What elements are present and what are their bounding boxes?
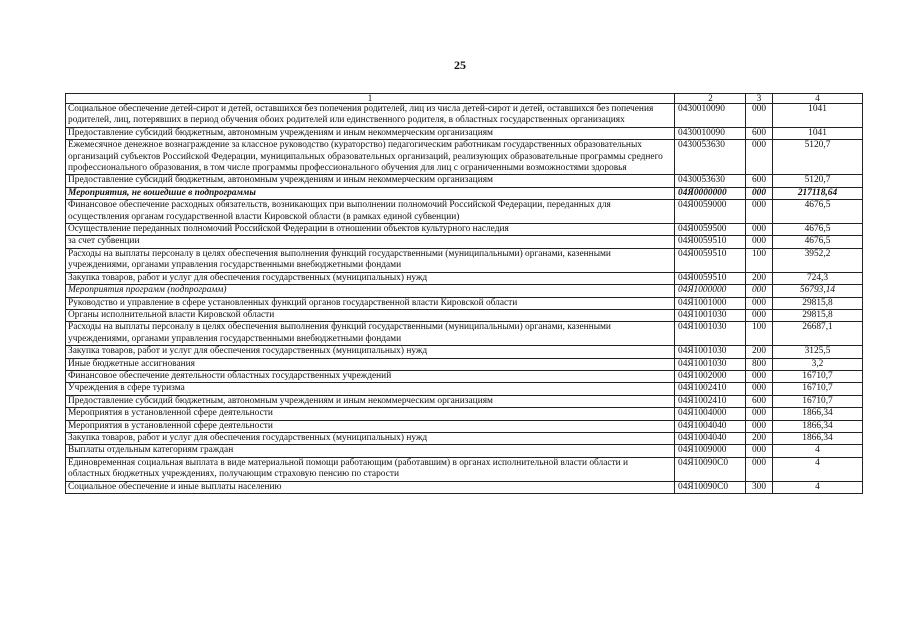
- row-amount-cell: 1866,34: [773, 420, 863, 432]
- row-code-cell: 04Я10090С0: [675, 481, 746, 493]
- row-code-cell: 04Я1001000: [675, 297, 746, 309]
- row-type-cell: 000: [746, 104, 773, 128]
- row-name-cell: Иные бюджетные ассигнования: [66, 358, 675, 370]
- table-row: [66, 187, 863, 199]
- row-name-cell: Предоставление субсидий бюджетным, автономным учреждениям и иным некоммерческим организациям: [66, 395, 675, 407]
- row-type-cell: 000: [746, 236, 773, 248]
- row-name-cell: Расходы на выплаты персоналу в целях обеспечения выполнения функций государственными (муниципальными) органами, казенными учреждениями, органами управления государственными внебюджетными фондами: [66, 322, 675, 346]
- row-amount-cell: 1866,34: [773, 432, 863, 444]
- row-type-cell: 000: [746, 408, 773, 420]
- row-amount-cell: 16710,7: [773, 383, 863, 395]
- row-type-cell: 200: [746, 346, 773, 358]
- row-name-cell: Финансовое обеспечение деятельности областных государственных учреждений: [66, 370, 675, 382]
- row-code-cell: 04Я1001030: [675, 358, 746, 370]
- row-amount-cell: 3,2: [773, 358, 863, 370]
- row-name-cell: Закупка товаров, работ и услуг для обеспечения государственных (муниципальных) нужд: [66, 432, 675, 444]
- row-name-cell: Закупка товаров, работ и услуг для обеспечения государственных (муниципальных) нужд: [66, 272, 675, 284]
- row-code-cell: 04Я1002410: [675, 395, 746, 407]
- row-name-cell: Руководство и управление в сфере установленных функций органов государственной власти Кировской области: [66, 297, 675, 309]
- row-type-cell: 000: [746, 383, 773, 395]
- row-code-cell: 04Я1002410: [675, 383, 746, 395]
- table-header-row: [66, 94, 863, 104]
- row-type-cell: 000: [746, 445, 773, 457]
- row-amount-cell: 1041: [773, 104, 863, 128]
- row-type-cell: 100: [746, 248, 773, 272]
- table-row: [66, 432, 863, 444]
- row-amount-cell: 29815,8: [773, 309, 863, 321]
- table-row: [66, 346, 863, 358]
- row-name-cell: Учреждения в сфере туризма: [66, 383, 675, 395]
- row-amount-cell: 5120,7: [773, 140, 863, 175]
- row-code-cell: 04Я1004000: [675, 408, 746, 420]
- row-type-cell: 000: [746, 309, 773, 321]
- row-amount-cell: 3952,2: [773, 248, 863, 272]
- row-code-cell: 04Я1002000: [675, 370, 746, 382]
- row-name-cell: Мероприятия в установленной сфере деятельности: [66, 420, 675, 432]
- row-amount-cell: 16710,7: [773, 370, 863, 382]
- row-code-cell: 04Я1004040: [675, 420, 746, 432]
- row-code-cell: 0430010090: [675, 127, 746, 139]
- budget-table: [65, 93, 863, 494]
- table-row: [66, 175, 863, 187]
- row-amount-cell: 4: [773, 457, 863, 481]
- row-type-cell: 600: [746, 395, 773, 407]
- table-row: [66, 200, 863, 224]
- row-name-cell: Социальное обеспечение и иные выплаты населению: [66, 481, 675, 493]
- table-row: [66, 457, 863, 481]
- row-type-cell: 000: [746, 224, 773, 236]
- row-code-cell: 04Я1004040: [675, 432, 746, 444]
- header-col-4: 4: [773, 94, 863, 104]
- table-row: [66, 140, 863, 175]
- row-amount-cell: 4: [773, 481, 863, 493]
- row-amount-cell: 16710,7: [773, 395, 863, 407]
- table-row: [66, 445, 863, 457]
- row-code-cell: 04Я1000000: [675, 285, 746, 297]
- row-type-cell: 000: [746, 457, 773, 481]
- table-row: [66, 358, 863, 370]
- row-amount-cell: 26687,1: [773, 322, 863, 346]
- table-row: [66, 322, 863, 346]
- row-name-cell: Финансовое обеспечение расходных обязательств, возникающих при выполнении полномочий Российской Федерации, переданных для осуществления органам государственной власти Кировской области (в рамках единой субвенции): [66, 200, 675, 224]
- row-code-cell: 04Я1001030: [675, 322, 746, 346]
- row-code-cell: 04Я0059510: [675, 272, 746, 284]
- row-code-cell: 04Я0059510: [675, 236, 746, 248]
- row-name-cell: Закупка товаров, работ и услуг для обеспечения государственных (муниципальных) нужд: [66, 346, 675, 358]
- row-type-cell: 000: [746, 187, 773, 199]
- table-row: [66, 224, 863, 236]
- table-row: [66, 309, 863, 321]
- row-name-cell: Осуществление переданных полномочий Российской Федерации в отношении объектов культурного наследия: [66, 224, 675, 236]
- row-name-cell: Социальное обеспечение детей-сирот и детей, оставшихся без попечения родителей, лиц из числа детей-сирот и детей, оставшихся без попечения родителей, лиц, потерявших в период обучения обоих родителей или единственного родителя, в областных государственных организациях: [66, 104, 675, 128]
- header-col-3: 3: [746, 94, 773, 104]
- row-amount-cell: 4676,5: [773, 200, 863, 224]
- row-type-cell: 600: [746, 175, 773, 187]
- row-code-cell: 04Я0059500: [675, 224, 746, 236]
- row-amount-cell: 5120,7: [773, 175, 863, 187]
- row-code-cell: 04Я1001030: [675, 346, 746, 358]
- row-name-cell: Мероприятия, не вошедшие в подпрограммы: [66, 187, 675, 199]
- row-amount-cell: 3125,5: [773, 346, 863, 358]
- row-amount-cell: 4676,5: [773, 236, 863, 248]
- row-code-cell: 04Я1009000: [675, 445, 746, 457]
- row-amount-cell: 29815,8: [773, 297, 863, 309]
- row-type-cell: 200: [746, 272, 773, 284]
- row-name-cell: Мероприятия программ (подпрограмм): [66, 285, 675, 297]
- row-code-cell: 04Я1001030: [675, 309, 746, 321]
- row-code-cell: 0430053630: [675, 140, 746, 175]
- budget-table-body: [66, 94, 863, 494]
- row-type-cell: 000: [746, 285, 773, 297]
- table-row: [66, 297, 863, 309]
- row-type-cell: 600: [746, 127, 773, 139]
- row-amount-cell: 1866,34: [773, 408, 863, 420]
- table-row: [66, 248, 863, 272]
- row-name-cell: Единовременная социальная выплата в виде материальной помощи работающим (работавшим) в органах исполнительной власти области и областных бюджетных учреждениях, получающим страховую пенсию по старости: [66, 457, 675, 481]
- row-type-cell: 000: [746, 140, 773, 175]
- table-row: [66, 127, 863, 139]
- row-name-cell: за счет субвенции: [66, 236, 675, 248]
- row-name-cell: Мероприятия в установленной сфере деятельности: [66, 408, 675, 420]
- row-code-cell: 0430010090: [675, 104, 746, 128]
- page-number: 25: [454, 58, 466, 72]
- row-name-cell: Выплаты отдельным категориям граждан: [66, 445, 675, 457]
- row-code-cell: 04Я0000000: [675, 187, 746, 199]
- table-row: [66, 395, 863, 407]
- table-row: [66, 272, 863, 284]
- row-type-cell: 800: [746, 358, 773, 370]
- table-row: [66, 408, 863, 420]
- row-type-cell: 000: [746, 420, 773, 432]
- row-type-cell: 000: [746, 200, 773, 224]
- table-row: [66, 370, 863, 382]
- row-code-cell: 04Я10090С0: [675, 457, 746, 481]
- table-row: [66, 285, 863, 297]
- row-type-cell: 000: [746, 370, 773, 382]
- row-name-cell: Расходы на выплаты персоналу в целях обеспечения выполнения функций государственными (муниципальными) органами, казенными учреждениями, органами управления государственными внебюджетными фондами: [66, 248, 675, 272]
- table-row: [66, 481, 863, 493]
- row-name-cell: Предоставление субсидий бюджетным, автономным учреждениям и иным некоммерческим организациям: [66, 175, 675, 187]
- row-type-cell: 100: [746, 322, 773, 346]
- row-amount-cell: 4676,5: [773, 224, 863, 236]
- row-code-cell: 0430053630: [675, 175, 746, 187]
- row-amount-cell: 1041: [773, 127, 863, 139]
- row-amount-cell: 56793,14: [773, 285, 863, 297]
- header-col-1: 1: [66, 94, 675, 104]
- row-type-cell: 000: [746, 297, 773, 309]
- row-amount-cell: 724,3: [773, 272, 863, 284]
- table-row: [66, 383, 863, 395]
- row-amount-cell: 4: [773, 445, 863, 457]
- row-name-cell: Органы исполнительной власти Кировской области: [66, 309, 675, 321]
- table-row: [66, 420, 863, 432]
- row-name-cell: Ежемесячное денежное вознаграждение за классное руководство (кураторство) педагогическим работникам государственных образовательных организаций субъектов Российской Федерации, муниципальных образовательных организаций, реализующих образовательные программы среднего профессионального образования, в том числе программы профессионального обучения для лиц с ограниченными возможностями здоровья: [66, 140, 675, 175]
- row-code-cell: 04Я0059510: [675, 248, 746, 272]
- table-row: [66, 236, 863, 248]
- table-row: [66, 104, 863, 128]
- row-amount-cell: 217118,64: [773, 187, 863, 199]
- row-type-cell: 300: [746, 481, 773, 493]
- row-name-cell: Предоставление субсидий бюджетным, автономным учреждениям и иным некоммерческим организациям: [66, 127, 675, 139]
- row-type-cell: 200: [746, 432, 773, 444]
- header-col-2: 2: [675, 94, 746, 104]
- row-code-cell: 04Я0059000: [675, 200, 746, 224]
